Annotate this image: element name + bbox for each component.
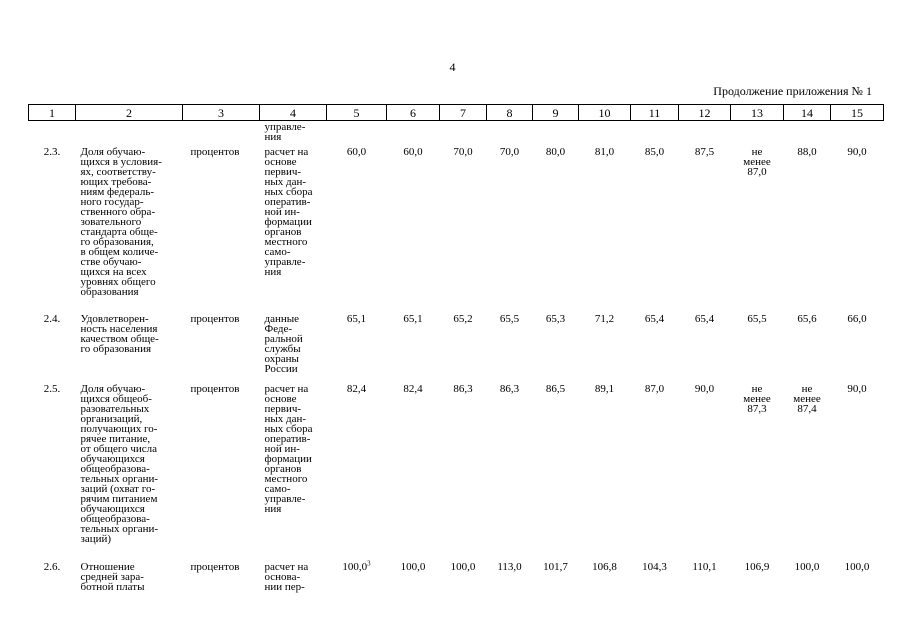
value-cell: 100,0 xyxy=(400,561,426,573)
value-cell: 85,0 xyxy=(644,146,665,158)
value-cell: не менее 87,0 xyxy=(743,146,771,178)
row-number: 2.4. xyxy=(43,313,61,325)
unit-cell: процентов xyxy=(190,383,240,395)
col-header: 9 xyxy=(533,105,579,121)
value-cell: 86,3 xyxy=(499,383,520,395)
value-cell: 106,9 xyxy=(744,561,770,573)
col-header: 10 xyxy=(579,105,631,121)
value-cell: 113,0 xyxy=(497,561,522,573)
unit-cell: процентов xyxy=(190,313,240,325)
value-cell: 65,1 xyxy=(403,313,423,325)
value-cell-with-footnote xyxy=(327,559,387,622)
value-cell: 86,5 xyxy=(545,383,566,395)
value-cell: 65,5 xyxy=(747,313,767,325)
value-cell: 100,0 xyxy=(844,561,870,573)
table-row xyxy=(29,562,884,622)
col-header: 7 xyxy=(440,105,487,121)
value-cell: 101,7 xyxy=(543,561,568,573)
value-cell: 90,0 xyxy=(847,146,867,158)
value-cell: 88,0 xyxy=(797,146,817,158)
page-number: 4 xyxy=(449,60,456,74)
value-cell: 82,4 xyxy=(346,383,367,395)
value-cell: 90,0 xyxy=(847,383,867,395)
method-cell: управле- ния xyxy=(264,121,306,143)
value-cell: 70,0 xyxy=(499,146,520,158)
indicators-table xyxy=(28,104,884,622)
value-cell: 81,0 xyxy=(594,146,615,158)
row-number: 2.5. xyxy=(43,383,61,395)
value-cell: 65,4 xyxy=(694,313,715,325)
col-header: 11 xyxy=(631,105,679,121)
table-row xyxy=(29,314,884,384)
value-cell: 90,0 xyxy=(694,383,715,395)
value-cell: 110,1 xyxy=(692,561,717,573)
value-cell: 86,3 xyxy=(453,383,473,395)
col-header: 12 xyxy=(679,105,731,121)
value-cell: 60,0 xyxy=(346,146,367,158)
method-cell: расчет на основе первич- ных дан- ных сбора оператив- ной ин- формации органов местного само- управле- ния xyxy=(264,383,313,515)
row-number: 2.3. xyxy=(43,146,61,158)
col-header: 5 xyxy=(327,105,387,121)
value-cell: 71,2 xyxy=(594,313,615,325)
indicator-name: Доля обучаю- щихся общеоб- разовательных организаций, получающих го- рячее питание, от общего числа обучающихся общеобразова- тельных органи- заций (охват го- рячим питанием обучающихся общеобразова- тельных органи- заций) xyxy=(80,383,159,545)
footnote-mark: 3 xyxy=(367,559,371,568)
continuation-label: Продолжение приложения № 1 xyxy=(713,84,872,98)
value-cell: 104,3 xyxy=(642,561,667,573)
value-cell: 65,2 xyxy=(453,313,473,325)
col-header: 13 xyxy=(731,105,784,121)
method-cell: данные Феде- ральной службы охраны России xyxy=(264,313,303,375)
value-cell: 66,0 xyxy=(847,313,867,325)
value-cell: 80,0 xyxy=(545,146,566,158)
value-cell: 82,4 xyxy=(403,383,423,395)
value-cell: 100,0 xyxy=(794,561,820,573)
col-header: 3 xyxy=(183,105,260,121)
value-cell: 87,0 xyxy=(644,383,665,395)
value-cell: 70,0 xyxy=(453,146,473,158)
indicator-name: Отношение средней зара- ботной платы xyxy=(80,561,145,593)
value-cell: 65,4 xyxy=(644,313,665,325)
table-row xyxy=(29,384,884,562)
value-cell: не менее 87,3 xyxy=(743,383,771,415)
value-cell: 65,3 xyxy=(545,313,566,325)
value-cell: 87,5 xyxy=(694,146,715,158)
unit-cell: процентов xyxy=(190,561,240,573)
row-number: 2.6. xyxy=(43,561,61,573)
value-cell: 100,0 xyxy=(450,561,476,573)
col-header: 6 xyxy=(387,105,440,121)
value-cell: 89,1 xyxy=(594,383,615,395)
indicator-name: Удовлетворен- ность населения качеством обще- го образования xyxy=(80,313,159,355)
value-cell: 106,8 xyxy=(592,561,617,573)
value-cell: 65,1 xyxy=(346,313,367,325)
table-row xyxy=(29,147,884,314)
col-header: 4 xyxy=(260,105,327,121)
method-cell: расчет на основа- нии пер- xyxy=(264,561,309,593)
value-cell: 60,0 xyxy=(403,146,423,158)
column-number-row xyxy=(29,105,884,121)
col-header: 8 xyxy=(487,105,533,121)
value-cell: 65,5 xyxy=(499,313,520,325)
value-cell: 65,6 xyxy=(797,313,817,325)
value-text: 100,0 xyxy=(342,561,368,573)
col-header: 14 xyxy=(784,105,831,121)
method-cell: расчет на основе первич- ных дан- ных сбора оператив- ной ин- формации органов местного само- управле- ния xyxy=(264,146,313,278)
value-cell: не менее 87,4 xyxy=(793,383,821,415)
col-header: 1 xyxy=(29,105,76,121)
indicator-name: Доля обучаю- щихся в условия- ях, соответству- ющих требова- ниям федераль- ного государ- ственного обра- зовательного стандарта обще- го образования, в общем количе- стве обучаю- щихся на всех уровнях общего образования xyxy=(80,146,162,298)
unit-cell: процентов xyxy=(190,146,240,158)
col-header: 2 xyxy=(76,105,183,121)
table-row-carry-over xyxy=(29,121,884,148)
col-header: 15 xyxy=(831,105,884,121)
